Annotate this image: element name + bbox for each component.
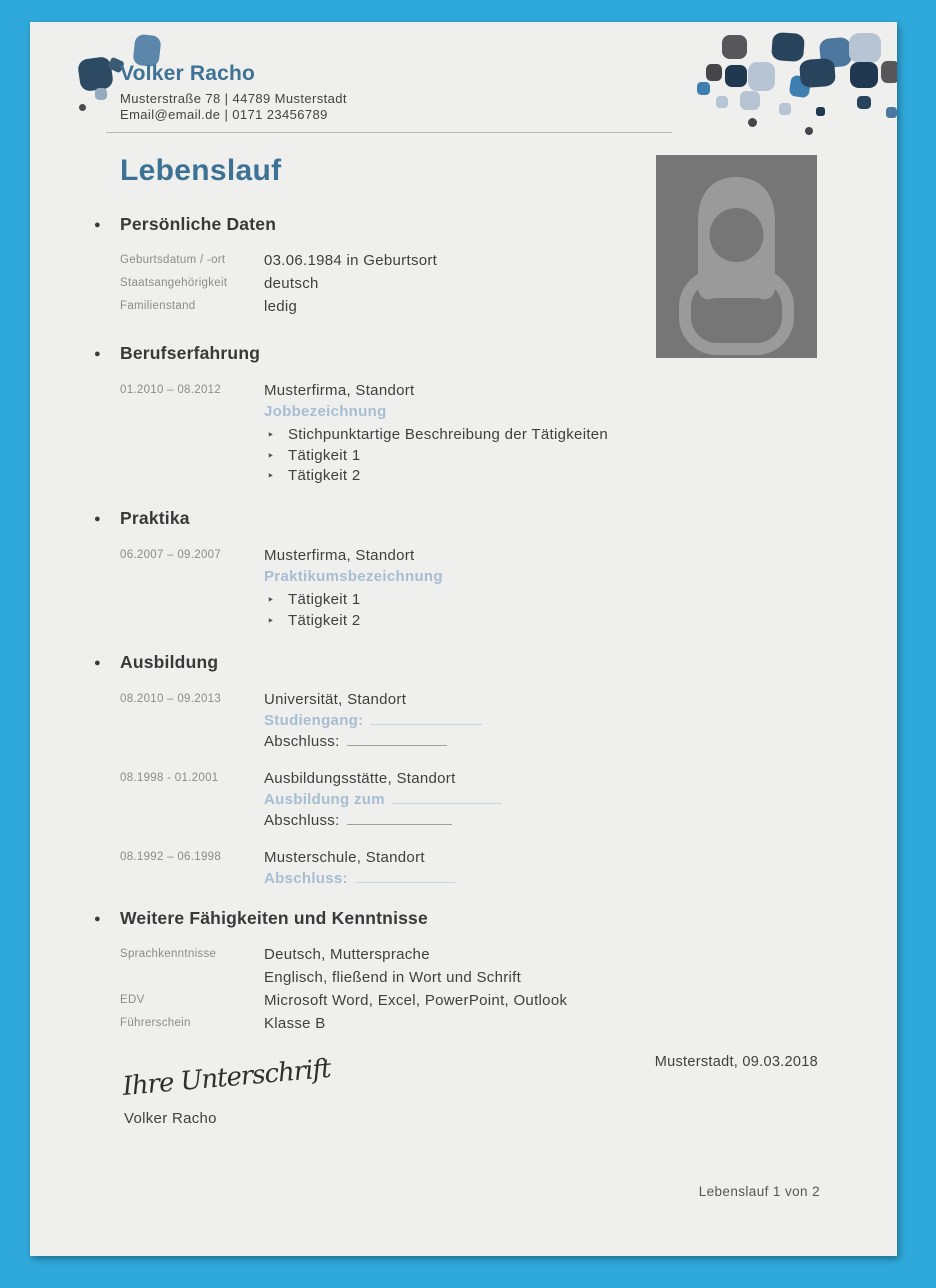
header: [120, 62, 347, 123]
section-heading: Weitere Fähigkeiten und Kenntnisse: [120, 908, 428, 928]
signature-printed-name: Volker Racho: [124, 1110, 217, 1127]
decor-square: [816, 107, 825, 116]
decor-square: [725, 65, 747, 87]
header-divider: [106, 132, 672, 133]
row-value: deutsch: [264, 275, 319, 292]
education-entry: [30, 847, 897, 889]
bullet-text: Stichpunktartige Beschreibung der Tätigkeiten: [288, 426, 609, 443]
decor-dot: [748, 118, 757, 127]
data-row: [30, 249, 897, 272]
triangle-bullet-icon: ‣: [267, 593, 275, 607]
row-value: Klasse B: [264, 1015, 326, 1032]
section-heading: Persönliche Daten: [120, 214, 277, 234]
fill-in-line: [355, 870, 455, 883]
entry-date: 01.2010 – 08.2012: [120, 384, 222, 396]
decor-square: [740, 91, 760, 110]
bullet-text: Tätigkeit 1: [288, 446, 361, 464]
edu-degree-label: Abschluss:: [264, 812, 340, 829]
decor-square: [706, 64, 722, 81]
entry-org: Musterschule, Standort: [264, 849, 425, 866]
section-bullet-icon: ●: [94, 912, 101, 925]
section-personal: [30, 214, 897, 318]
decor-square: [850, 62, 878, 88]
section-education: [30, 652, 897, 901]
education-entry: [30, 689, 897, 752]
fill-in-line: [370, 712, 482, 725]
row-value: Englisch, fließend in Wort und Schrift: [264, 969, 522, 986]
fill-in-line: [347, 733, 447, 746]
entry-role: Praktikumsbezeichnung: [264, 568, 443, 585]
row-value: Deutsch, Muttersprache: [264, 946, 430, 963]
decor-square: [748, 62, 775, 91]
decor-square: [886, 107, 897, 118]
address-line: Musterstraße 78 | 44789 Musterstadt: [120, 91, 347, 106]
section-heading: Berufserfahrung: [120, 343, 261, 363]
logo-dot-dark: [79, 104, 86, 111]
logo-square-dark: [77, 56, 114, 92]
bullet-text: Tätigkeit 2: [288, 611, 361, 629]
education-entry: [30, 768, 897, 831]
section-experience: [30, 343, 897, 487]
handwritten-signature: Ihre Unterschrift: [121, 1053, 332, 1102]
page-number-label: Lebenslauf 1 von 2: [698, 1184, 820, 1199]
bullet-text: Tätigkeit 1: [288, 591, 361, 608]
section-bullet-icon: ●: [94, 512, 101, 525]
entry-org: Musterfirma, Standort: [264, 547, 415, 564]
row-label: EDV: [120, 994, 145, 1006]
section-skills: [30, 908, 897, 1035]
row-label: Sprachkenntnisse: [120, 948, 217, 960]
contact-line: Email@email.de | 0171 23456789: [120, 107, 328, 122]
entry-date: 08.1998 - 01.2001: [120, 772, 219, 784]
row-value: ledig: [264, 298, 298, 315]
decor-square: [857, 96, 871, 109]
row-value: 03.06.1984 in Geburtsort: [264, 252, 438, 269]
triangle-bullet-icon: ‣: [267, 469, 275, 483]
data-row: [30, 943, 897, 989]
fill-in-line: [347, 812, 452, 825]
edu-field-label: Ausbildung zum: [264, 791, 385, 808]
decor-square: [849, 33, 881, 63]
entry-org: Musterfirma, Standort: [264, 382, 415, 399]
row-label: Führerschein: [120, 1017, 191, 1029]
data-row: [30, 989, 897, 1012]
section-bullet-icon: ●: [94, 218, 101, 231]
experience-entry: [30, 380, 897, 487]
bullet-item: [264, 590, 443, 611]
internship-entry: [30, 545, 897, 631]
triangle-bullet-icon: ‣: [267, 448, 275, 463]
entry-org: Universität, Standort: [264, 691, 407, 708]
data-row: [30, 295, 897, 318]
entry-role: Jobbezeichnung: [264, 403, 387, 420]
decor-square: [881, 61, 897, 83]
bullet-text: Tätigkeit 2: [288, 467, 361, 484]
cv-page: [30, 22, 897, 1256]
person-name: Volker Racho: [120, 62, 256, 85]
data-row: [30, 1012, 897, 1035]
decor-square: [799, 58, 836, 88]
fill-in-line: [392, 791, 502, 804]
bullet-item: [264, 446, 608, 467]
section-bullet-icon: ●: [94, 656, 101, 669]
section-internships: [30, 508, 897, 631]
page-title: Lebenslauf: [120, 154, 282, 187]
signature-block: [121, 1053, 332, 1127]
row-label: Familienstand: [120, 300, 196, 312]
decor-square: [716, 96, 728, 108]
bullet-item: [264, 425, 608, 446]
section-heading: Ausbildung: [120, 652, 219, 672]
decor-square: [697, 82, 710, 95]
bullet-item: [264, 611, 443, 632]
entry-date: 08.1992 – 06.1998: [120, 851, 222, 863]
decor-square: [722, 35, 747, 59]
data-row: [30, 272, 897, 295]
decor-square: [779, 103, 791, 115]
entry-date: 06.2007 – 09.2007: [120, 549, 222, 561]
logo-dot-light: [95, 88, 107, 100]
row-label: Staatsangehörigkeit: [120, 277, 228, 289]
entry-org: Ausbildungsstätte, Standort: [264, 770, 456, 787]
edu-degree-label: Abschluss:: [264, 733, 340, 750]
edu-field-label: Studiengang:: [264, 712, 364, 729]
triangle-bullet-icon: ‣: [267, 428, 275, 442]
edu-field-label: Abschluss:: [264, 870, 348, 887]
bullet-item: [264, 466, 608, 487]
place-date: Musterstadt, 09.03.2018: [654, 1054, 818, 1070]
triangle-bullet-icon: ‣: [267, 613, 275, 628]
section-bullet-icon: ●: [94, 347, 101, 360]
section-heading: Praktika: [120, 508, 190, 528]
row-label: Geburtsdatum / -ort: [120, 254, 226, 266]
decor-dot: [805, 127, 813, 135]
entry-date: 08.2010 – 09.2013: [120, 693, 222, 705]
row-value: Microsoft Word, Excel, PowerPoint, Outlook: [264, 992, 568, 1009]
decor-square: [771, 32, 805, 62]
